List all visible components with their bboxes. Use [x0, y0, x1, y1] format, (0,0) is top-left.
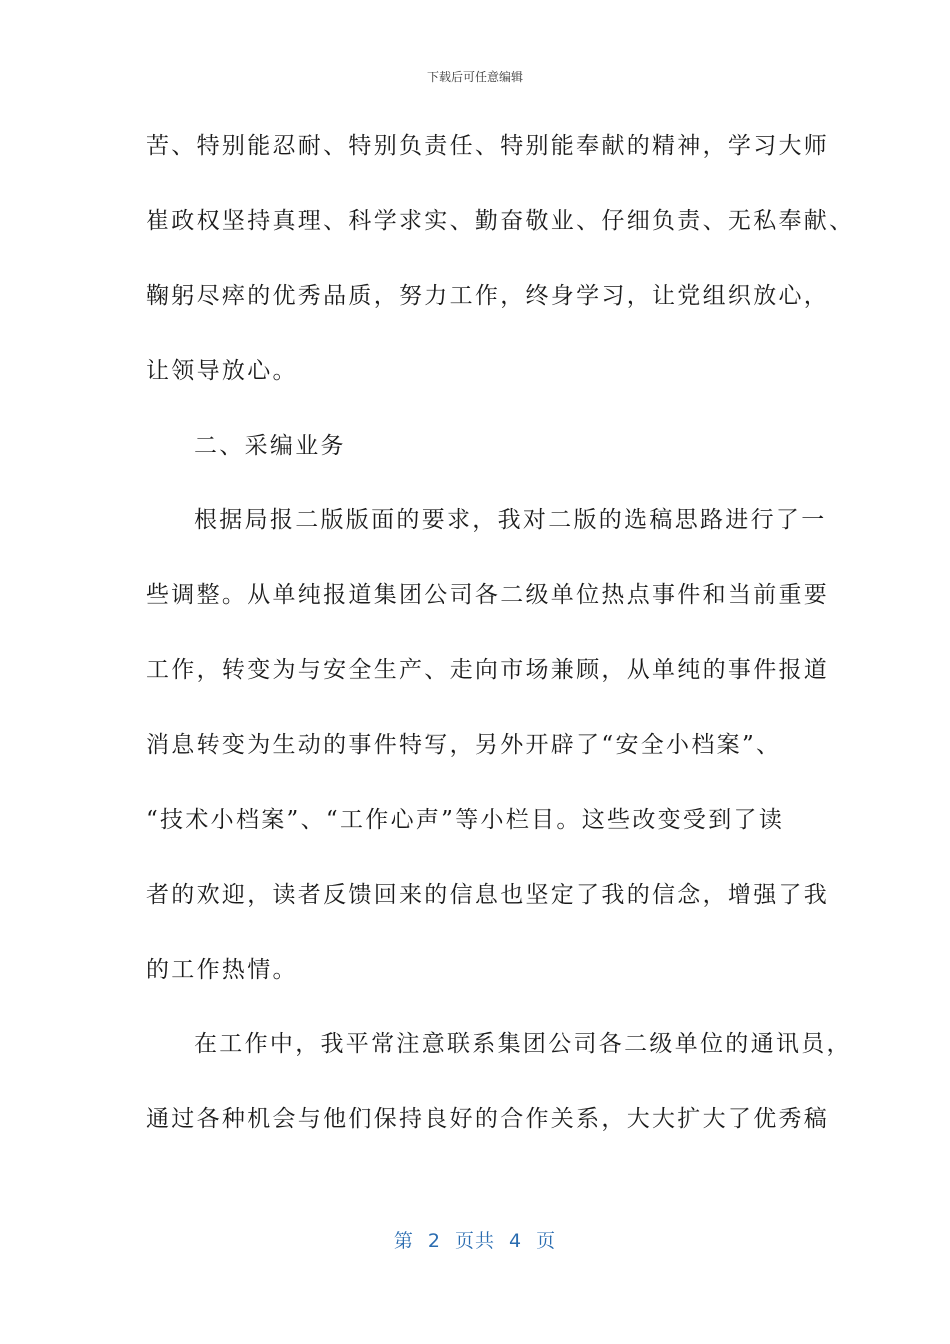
current-page-number: 2 [427, 1230, 441, 1252]
text-line: 崔政权坚持真理、科学求实、勤奋敬业、仔细负责、无私奉献、 [146, 208, 855, 234]
footer-di: 第 [393, 1230, 414, 1252]
page-header: 下载后可任意编辑 [426, 70, 523, 84]
text-line: 鞠躬尽瘁的优秀品质，努力工作，终身学习，让党组织放心， [146, 283, 830, 309]
text-line: 的工作热情。 [146, 957, 298, 983]
text-line: 者的欢迎，读者反馈回来的信息也坚定了我的信念，增强了我 [146, 882, 830, 908]
total-pages-number: 4 [509, 1230, 523, 1252]
page-footer [0, 1226, 950, 1253]
section-heading: 二、采编业务 [194, 433, 346, 459]
text-line: 苦、特别能忍耐、特别负责任、特别能奉献的精神，学习大师 [146, 133, 830, 159]
text-line: 让领导放心。 [146, 358, 298, 384]
text-line: “技术小档案”、“工作心声”等小栏目。这些改变受到了读 [146, 807, 785, 833]
footer-ye-gong: 页共 [454, 1230, 495, 1252]
text-line: 根据局报二版版面的要求，我对二版的选稿思路进行了一 [194, 507, 827, 533]
text-line: 工作，转变为与安全生产、走向市场兼顾，从单纯的事件报道 [146, 657, 830, 683]
text-line: 通过各种机会与他们保持良好的合作关系，大大扩大了优秀稿 [146, 1106, 830, 1132]
text-line: 在工作中，我平常注意联系集团公司各二级单位的通讯员， [194, 1031, 852, 1057]
text-line: 消息转变为生动的事件特写，另外开辟了“安全小档案”、 [146, 732, 782, 758]
text-line: 些调整。从单纯报道集团公司各二级单位热点事件和当前重要 [146, 582, 830, 608]
footer-ye: 页 [536, 1230, 557, 1252]
